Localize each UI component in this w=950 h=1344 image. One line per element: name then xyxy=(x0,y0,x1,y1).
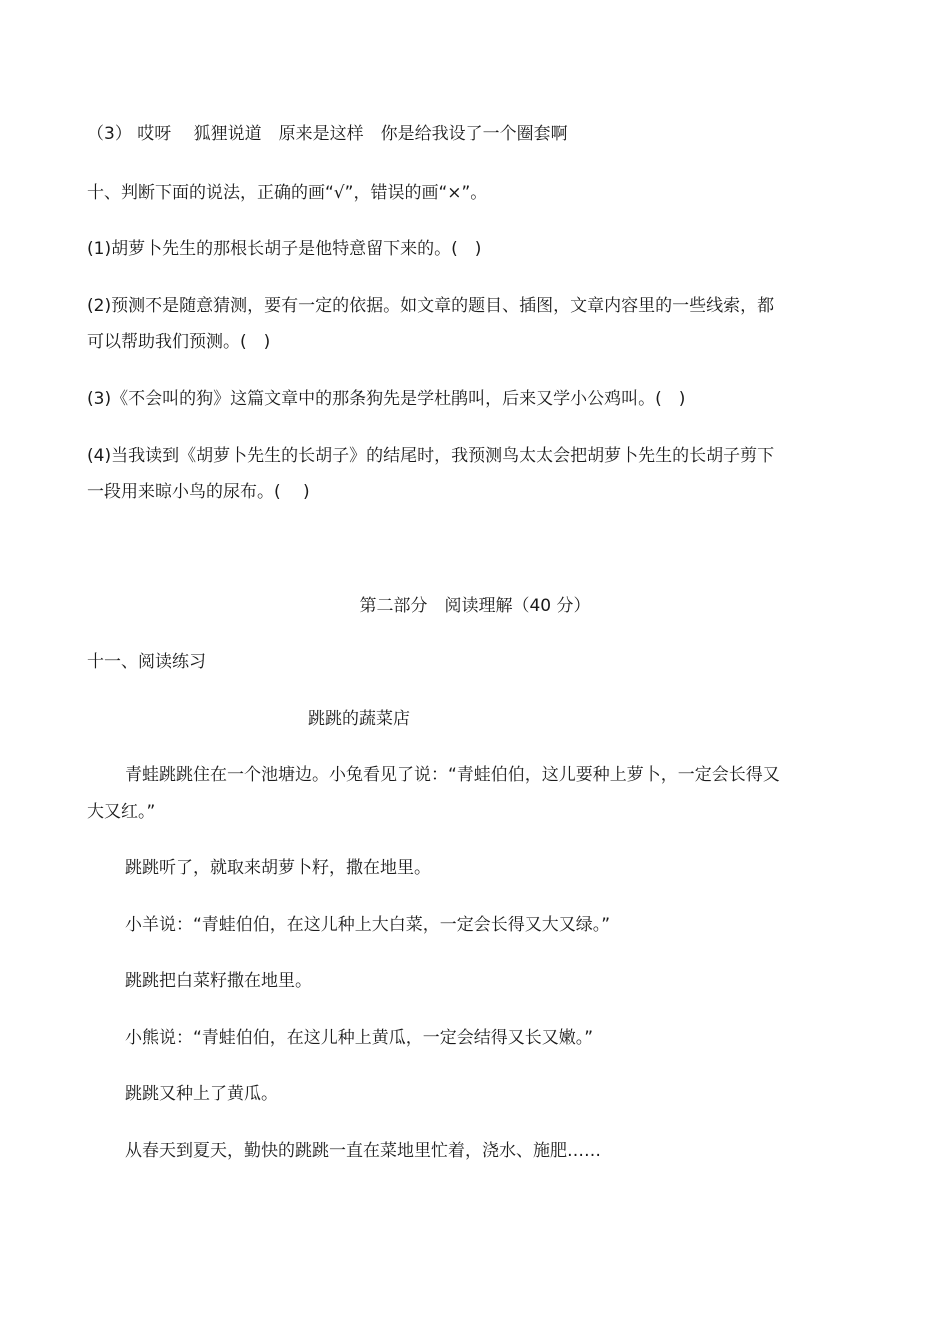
story-paragraph-6: 跳跳又种上了黄瓜。 xyxy=(125,1084,278,1104)
story-paragraph-4: 跳跳把白菜籽撒在地里。 xyxy=(125,971,312,991)
judge-item-3: (3)《不会叫的狗》这篇文章中的那条狗先是学杜鹃叫，后来又学小公鸡叫。( ) xyxy=(87,389,686,409)
story-paragraph-7: 从春天到夏天，勤快的跳跳一直在菜地里忙着，浇水、施肥…… xyxy=(125,1141,601,1161)
judge-item-4-line-1: (4)当我读到《胡萝卜先生的长胡子》的结尾时，我预测鸟太太会把胡萝卜先生的长胡子剪下 xyxy=(87,446,775,466)
story-paragraph-3: 小羊说：“青蛙伯伯，在这儿种上大白菜，一定会长得又大又绿。” xyxy=(125,915,611,935)
judge-item-2-line-1: (2)预测不是随意猜测，要有一定的依据。如文章的题目、插图，文章内容里的一些线索，都 xyxy=(87,296,775,316)
judge-item-4-line-2: 一段用来晾小鸟的尿布。( ) xyxy=(87,482,310,502)
story-title: 跳跳的蔬菜店 xyxy=(308,709,410,729)
part-two-title: 第二部分 阅读理解（40 分） xyxy=(359,596,591,616)
judge-item-2-line-2: 可以帮助我们预测。( ) xyxy=(87,332,271,352)
story-paragraph-1-line-1: 青蛙跳跳住在一个池塘边。小兔看见了说：“青蛙伯伯，这儿要种上萝卜，一定会长得又 xyxy=(125,765,780,785)
sentence-item-3: （3） 哎呀 狐狸说道 原来是这样 你是给我设了一个圈套啊 xyxy=(87,124,568,144)
section-eleven-heading: 十一、阅读练习 xyxy=(87,652,206,672)
section-ten-heading: 十、判断下面的说法，正确的画“√”，错误的画“×”。 xyxy=(87,183,488,203)
judge-item-1: (1)胡萝卜先生的那根长胡子是他特意留下来的。( ) xyxy=(87,239,482,259)
story-paragraph-5: 小熊说：“青蛙伯伯，在这儿种上黄瓜，一定会结得又长又嫩。” xyxy=(125,1028,594,1048)
story-paragraph-2: 跳跳听了，就取来胡萝卜籽，撒在地里。 xyxy=(125,858,431,878)
story-paragraph-1-line-2: 大又红。” xyxy=(87,802,156,822)
